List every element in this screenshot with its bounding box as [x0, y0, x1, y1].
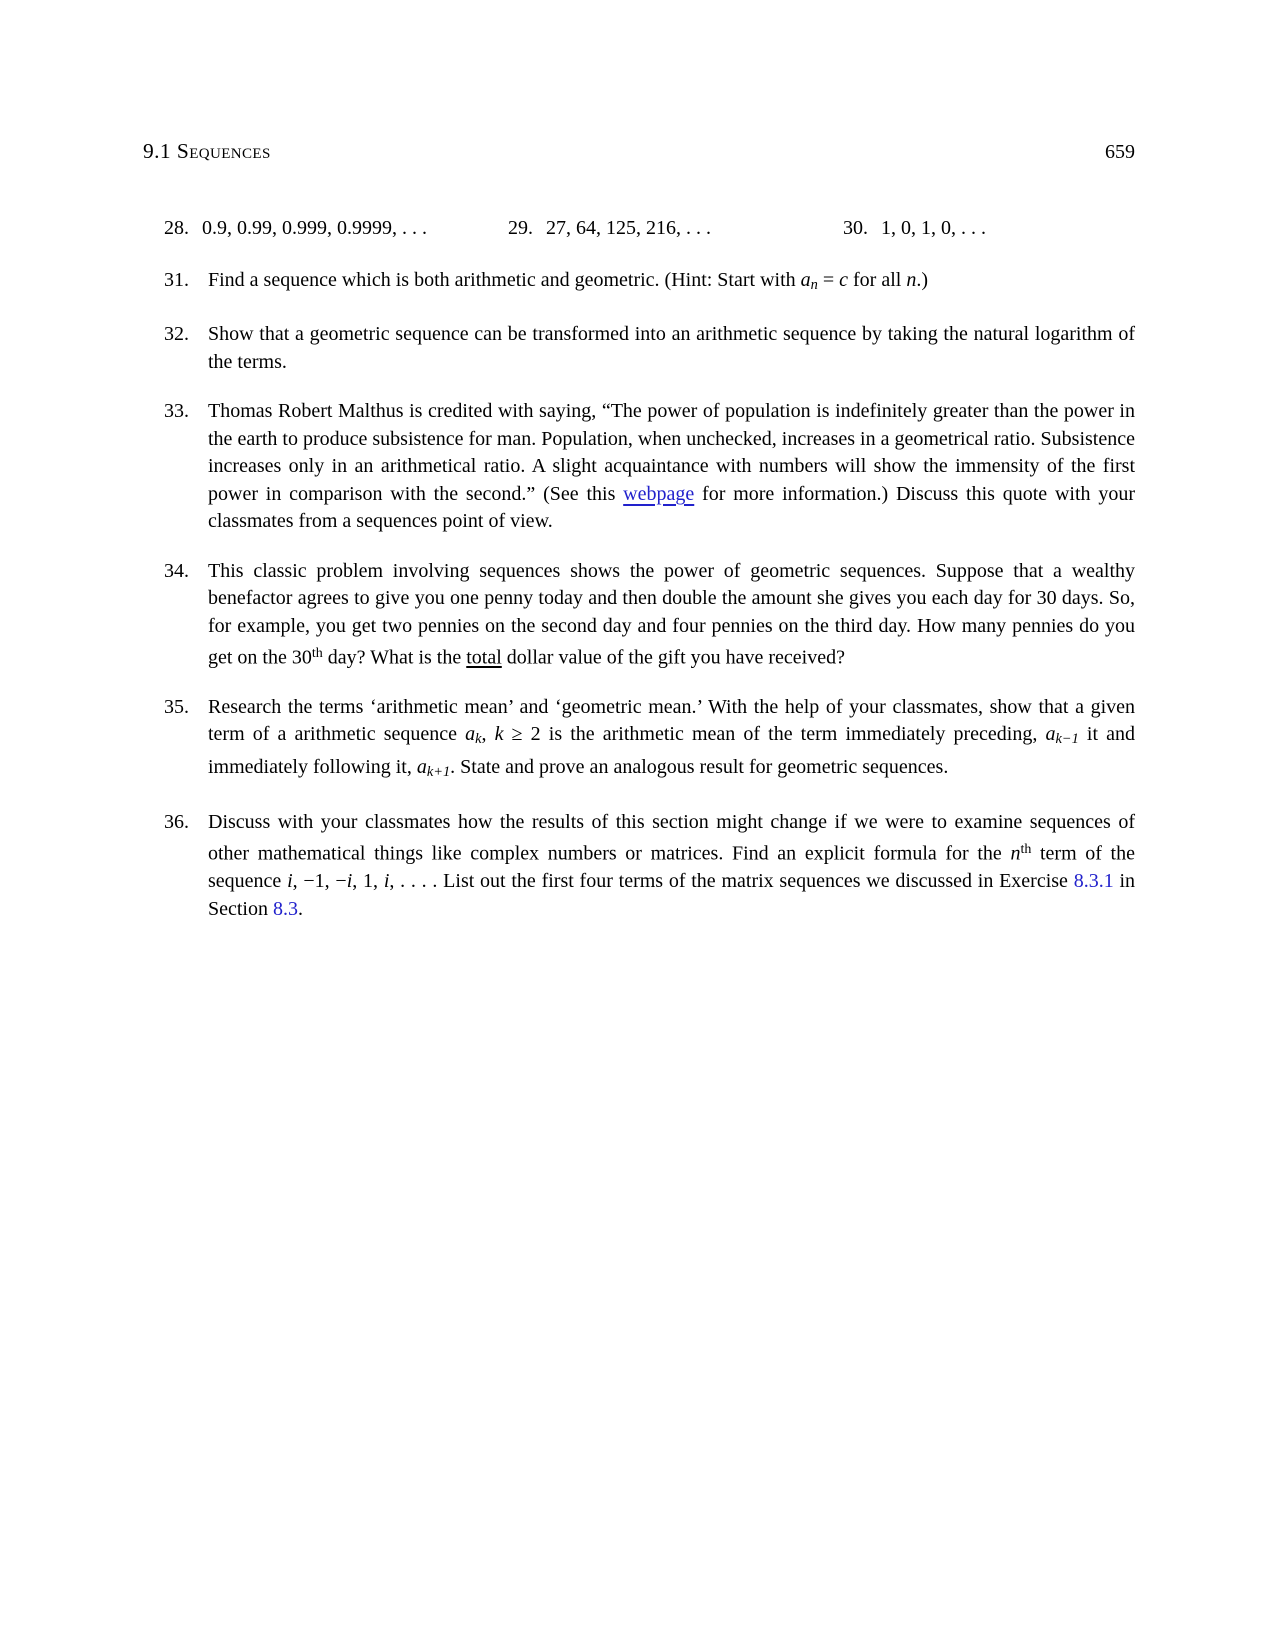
- text-segment: a: [800, 268, 811, 291]
- exercise-number: 33.: [164, 400, 189, 423]
- exercise-item-30: [843, 215, 986, 243]
- exercise-text: [208, 809, 1135, 923]
- text-segment: a: [416, 756, 427, 779]
- exercise-item-28: [164, 215, 427, 243]
- exercise-number: 30.: [843, 216, 868, 239]
- text-segment: term of the sequence: [208, 842, 1135, 893]
- text-segment: , . . . . List out the first four terms of the matrix sequences we discussed in Exercise: [389, 870, 1074, 893]
- text-segment: k+1: [426, 764, 451, 781]
- text-segment: =: [817, 268, 840, 291]
- text-segment: ,: [481, 723, 495, 746]
- text-segment: day? What is the: [322, 646, 467, 669]
- text-segment: , 1,: [352, 870, 384, 893]
- text-segment: dollar value of the gift you have received?: [501, 646, 845, 669]
- text-segment: for more information.) Discuss this quote with your classmates from a sequences point of view.: [208, 482, 1135, 533]
- exercise-text: [208, 694, 1135, 787]
- exercise-8-3-1-link[interactable]: 8.3.1: [1073, 870, 1114, 893]
- text-segment: . State and prove an analogous result for geometric sequences.: [450, 756, 949, 779]
- text-segment: k−1: [1055, 731, 1079, 748]
- text-segment: th: [1020, 842, 1032, 858]
- exercise-text: [208, 267, 1135, 300]
- exercise-item-36: [143, 809, 1135, 923]
- page-header: [143, 138, 1135, 167]
- inline-exercise-row: [143, 215, 1135, 243]
- text-segment: i: [383, 870, 390, 893]
- text-segment: Show that a geometric sequence can be transformed into an arithmetic sequence by taking the natural logarithm of the terms.: [208, 323, 1135, 373]
- exercise-sequence: 0.9, 0.99, 0.999, 0.9999, . . .: [202, 216, 427, 239]
- exercise-number: 35.: [164, 695, 189, 718]
- exercise-item-32: [143, 321, 1135, 376]
- exercise-number: 29.: [508, 216, 533, 239]
- exercise-item-34: [143, 558, 1135, 672]
- exercise-number: 28.: [164, 216, 189, 239]
- text-segment: n: [810, 276, 818, 293]
- text-segment: for all: [848, 268, 907, 291]
- exercise-list: [143, 267, 1135, 924]
- text-segment: i: [346, 870, 353, 893]
- text-segment: a: [1045, 723, 1056, 746]
- page-number: 659: [1105, 141, 1135, 163]
- text-segment: k: [475, 731, 482, 748]
- exercise-sequence: 27, 64, 125, 216, . . .: [546, 216, 711, 239]
- text-segment: n: [1010, 842, 1021, 865]
- exercise-item-29: [508, 215, 711, 243]
- text-segment: Thomas Robert Malthus is credited with saying, “The power of population is indefinitely greater than the power in the earth to produce subsistence for man. Population, when unchecked, increases in a geometrical ratio. Subsistence increases only in an arithmetical ratio. A slight acquaintance with numbers will show the immensity of the first power in comparison with the second.” (See this: [208, 400, 1135, 505]
- text-segment: Research the terms ‘arithmetic mean’ and ‘geometric mean.’ With the help of your classmates, show that a given term of a arithmetic sequence: [208, 695, 1135, 746]
- text-segment: i: [287, 870, 293, 893]
- text-segment: it and immediately following it,: [208, 723, 1135, 779]
- text-segment: Find a sequence which is both arithmetic and geometric. (Hint: Start with: [208, 268, 801, 291]
- exercise-item-33: [143, 398, 1135, 536]
- text-segment: k: [494, 723, 504, 746]
- exercise-number: 36.: [164, 810, 189, 833]
- exercise-number: 34.: [164, 559, 189, 582]
- text-segment: ≥ 2 is the arithmetic mean of the term immediately preceding,: [503, 723, 1046, 746]
- exercise-sequence: 1, 0, 1, 0, . . .: [881, 216, 986, 239]
- text-segment: This classic problem involving sequences shows the power of geometric sequences. Suppose that a wealthy benefactor agrees to give you one penny today and then double the amount she gives you each day for 30 days. So, for example, you get two pennies on the second day and four pennies on the third day. How many pennies do you get on the 30: [208, 559, 1135, 669]
- section-heading: 9.1 Sequences: [143, 139, 271, 163]
- section-8-3-link[interactable]: 8.3: [273, 897, 298, 920]
- exercise-text: [208, 558, 1135, 672]
- text-segment: n: [906, 268, 917, 291]
- exercise-number: 32.: [164, 323, 189, 346]
- text-segment: .): [916, 268, 928, 291]
- text-segment: , −1, −: [292, 870, 347, 893]
- exercise-item-31: [143, 267, 1135, 300]
- text-segment: Discuss with your classmates how the results of this section might change if we were to examine sequences of other mathematical things like complex numbers or matrices. Find an explicit formula for the: [208, 810, 1135, 865]
- text-segment: th: [311, 646, 323, 662]
- text-segment: in Section: [208, 870, 1136, 920]
- exercise-item-35: [143, 694, 1135, 787]
- exercise-text: [208, 398, 1135, 536]
- text-segment: total: [466, 646, 502, 669]
- text-segment: a: [465, 723, 476, 746]
- exercise-text: [208, 321, 1135, 376]
- webpage-link[interactable]: webpage: [623, 482, 695, 505]
- exercise-number: 31.: [164, 268, 189, 291]
- text-segment: .: [298, 897, 303, 920]
- text-segment: c: [839, 268, 849, 291]
